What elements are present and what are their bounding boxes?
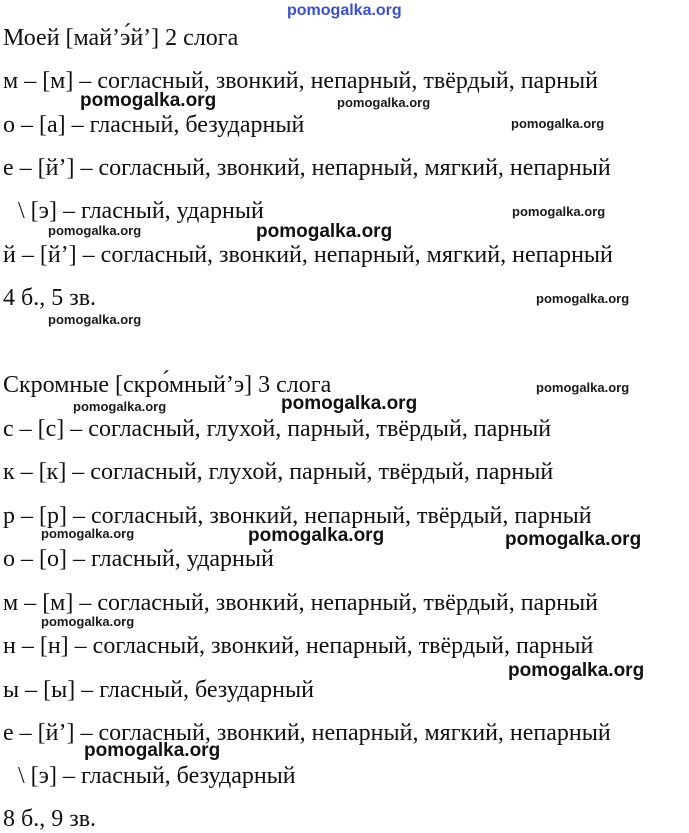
watermark: pomogalka.org <box>508 660 645 681</box>
letter-line-e: е – [й’] – согласный, звонкий, непарный, мягкий, непарный <box>3 720 611 746</box>
summary-line: 8 б., 9 зв. <box>3 806 97 832</box>
watermark: pomogalka.org <box>48 223 142 238</box>
watermark: pomogalka.org <box>505 529 642 550</box>
watermark: pomogalka.org <box>536 291 630 306</box>
watermark: pomogalka.org <box>80 90 217 111</box>
watermark: pomogalka.org <box>41 614 135 629</box>
sound-line-e: \ [э] – гласный, ударный <box>18 198 264 224</box>
watermark: pomogalka.org <box>287 2 402 19</box>
letter-line-o: о – [а] – гласный, безударный <box>3 112 305 138</box>
watermark: pomogalka.org <box>536 380 630 395</box>
word-heading-skromnye: Скромные [скро́мный’э] 3 слога <box>3 372 332 398</box>
word-heading-moey: Моей [май’э́й’] 2 слога <box>3 25 239 51</box>
watermark: pomogalka.org <box>511 116 605 131</box>
watermark: pomogalka.org <box>512 204 606 219</box>
watermark: pomogalka.org <box>48 312 142 327</box>
letter-line-e: е – [й’] – согласный, звонкий, непарный, мягкий, непарный <box>3 155 611 181</box>
letter-line-k: к – [к] – согласный, глухой, парный, твёрдый, парный <box>3 459 554 485</box>
watermark: pomogalka.org <box>337 95 431 110</box>
letter-line-o: о – [о] – гласный, ударный <box>3 546 274 572</box>
watermark: pomogalka.org <box>84 740 221 761</box>
letter-line-m: м – [м] – согласный, звонкий, непарный, твёрдый, парный <box>3 68 599 94</box>
letter-line-y: ы – [ы] – гласный, безударный <box>3 677 314 703</box>
letter-line-m: м – [м] – согласный, звонкий, непарный, твёрдый, парный <box>3 590 599 616</box>
letter-line-y: й – [й’] – согласный, звонкий, непарный, мягкий, непарный <box>3 242 613 268</box>
watermark: pomogalka.org <box>41 526 135 541</box>
sound-line-e: \ [э] – гласный, безударный <box>18 763 296 789</box>
summary-line: 4 б., 5 зв. <box>3 285 97 311</box>
letter-line-r: р – [р] – согласный, звонкий, непарный, твёрдый, парный <box>3 503 592 529</box>
watermark: pomogalka.org <box>256 221 393 242</box>
watermark: pomogalka.org <box>281 393 418 414</box>
watermark: pomogalka.org <box>73 399 167 414</box>
watermark: pomogalka.org <box>248 525 385 546</box>
letter-line-n: н – [н] – согласный, звонкий, непарный, твёрдый, парный <box>3 633 594 659</box>
letter-line-s: с – [с] – согласный, глухой, парный, твёрдый, парный <box>3 416 552 442</box>
